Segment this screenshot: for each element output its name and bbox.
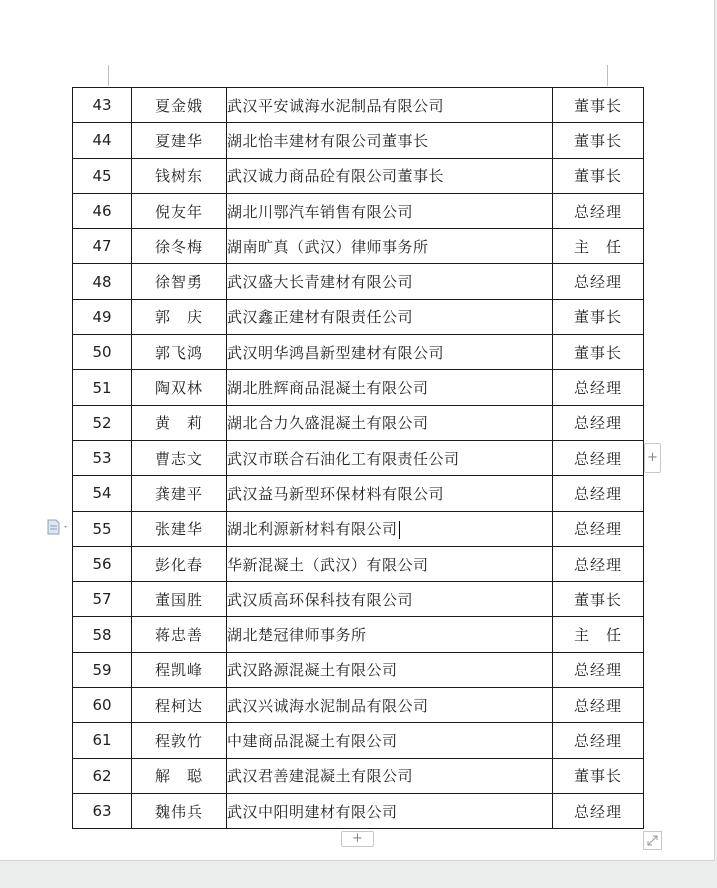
row-number: 48 xyxy=(92,272,112,291)
job-title-cell[interactable] xyxy=(553,758,644,793)
person-name-cell[interactable] xyxy=(132,546,227,581)
organization: 湖南旷真（武汉）律师事务所 xyxy=(227,237,429,256)
row-number-cell[interactable] xyxy=(73,582,132,617)
job-title: 董事长 xyxy=(573,343,622,362)
organization: 武汉市联合石油化工有限责任公司 xyxy=(227,449,460,468)
table-row xyxy=(73,264,644,299)
organization-cell[interactable] xyxy=(227,440,553,475)
organization: 武汉中阳明建材有限公司 xyxy=(227,802,398,821)
row-number-cell[interactable] xyxy=(73,123,132,158)
organization-cell[interactable] xyxy=(227,723,553,758)
organization: 华新混凝土（武汉）有限公司 xyxy=(227,555,429,574)
person-name: 徐智勇 xyxy=(154,273,203,292)
organization: 武汉诚力商品砼有限公司董事长 xyxy=(227,167,445,186)
table-row xyxy=(73,723,644,758)
table-row xyxy=(73,193,644,228)
organization: 湖北胜辉商品混凝土有限公司 xyxy=(227,379,429,398)
person-name-cell[interactable] xyxy=(132,793,227,828)
row-number: 63 xyxy=(92,802,112,821)
person-name-cell[interactable] xyxy=(132,723,227,758)
row-number-cell[interactable] xyxy=(73,793,132,828)
organization: 中建商品混凝土有限公司 xyxy=(227,731,398,750)
person-name: 曹志文 xyxy=(154,449,203,468)
person-name: 程敦竹 xyxy=(154,731,203,750)
resize-icon xyxy=(644,832,661,849)
row-number-cell[interactable] xyxy=(73,546,132,581)
person-name-cell[interactable] xyxy=(132,88,227,123)
row-number: 55 xyxy=(92,519,112,538)
table-row xyxy=(73,440,644,475)
row-number-cell[interactable] xyxy=(73,617,132,652)
row-number-cell[interactable] xyxy=(73,511,132,546)
job-title-cell[interactable] xyxy=(553,370,644,405)
person-name: 钱树东 xyxy=(154,167,203,186)
table-row xyxy=(73,758,644,793)
job-title-cell[interactable] xyxy=(553,88,644,123)
job-title-cell[interactable] xyxy=(553,617,644,652)
table-row xyxy=(73,511,644,546)
organization: 湖北川鄂汽车销售有限公司 xyxy=(227,202,414,221)
row-number-cell[interactable] xyxy=(73,688,132,723)
organization-cell[interactable] xyxy=(227,88,553,123)
job-title: 董事长 xyxy=(573,308,622,327)
person-name: 郭 庆 xyxy=(154,308,203,327)
job-title: 总经理 xyxy=(573,696,622,715)
person-name: 夏金娥 xyxy=(154,96,203,115)
person-name: 倪友年 xyxy=(154,202,203,221)
add-row-button[interactable]: + xyxy=(341,831,374,847)
job-title: 总经理 xyxy=(573,555,622,574)
job-title-cell[interactable] xyxy=(553,582,644,617)
row-number-cell[interactable] xyxy=(73,405,132,440)
row-number-cell[interactable] xyxy=(73,158,132,193)
organization: 武汉平安诚海水泥制品有限公司 xyxy=(227,96,445,115)
organization-cell[interactable] xyxy=(227,123,553,158)
row-number: 43 xyxy=(92,96,112,115)
organization-cell[interactable] xyxy=(227,370,553,405)
row-number-cell[interactable] xyxy=(73,335,132,370)
organization: 湖北利源新材料有限公司 xyxy=(227,520,398,539)
person-name-cell[interactable] xyxy=(132,335,227,370)
organization: 武汉质高环保科技有限公司 xyxy=(227,590,414,609)
job-title: 总经理 xyxy=(573,202,622,221)
document-icon[interactable] xyxy=(47,519,69,539)
person-name: 陶双林 xyxy=(154,379,203,398)
table-row xyxy=(73,370,644,405)
person-name: 龚建平 xyxy=(154,484,203,503)
person-name-cell[interactable] xyxy=(132,370,227,405)
job-title: 主 任 xyxy=(573,237,622,256)
job-title: 董事长 xyxy=(573,167,622,186)
table-row xyxy=(73,546,644,581)
organization: 湖北合力久盛混凝土有限公司 xyxy=(227,414,429,433)
organization-cell[interactable] xyxy=(227,688,553,723)
person-name-cell[interactable] xyxy=(132,123,227,158)
person-name-cell[interactable] xyxy=(132,440,227,475)
text-cursor xyxy=(399,521,400,539)
job-title-cell[interactable] xyxy=(553,229,644,264)
organization-cell[interactable] xyxy=(227,405,553,440)
row-number-cell[interactable] xyxy=(73,370,132,405)
job-title: 总经理 xyxy=(573,520,622,539)
organization: 武汉路源混凝土有限公司 xyxy=(227,661,398,680)
person-name-cell[interactable] xyxy=(132,652,227,687)
organization-cell[interactable] xyxy=(227,299,553,334)
row-number: 52 xyxy=(92,413,112,432)
table-row xyxy=(73,88,644,123)
table-row xyxy=(73,617,644,652)
row-number: 57 xyxy=(92,590,112,609)
person-name-cell[interactable] xyxy=(132,511,227,546)
organization-cell[interactable] xyxy=(227,158,553,193)
row-number: 50 xyxy=(92,343,112,362)
job-title: 总经理 xyxy=(573,273,622,292)
organization-cell[interactable] xyxy=(227,335,553,370)
row-number: 51 xyxy=(92,378,112,397)
organization-cell[interactable] xyxy=(227,229,553,264)
job-title-cell[interactable] xyxy=(553,688,644,723)
row-number: 56 xyxy=(92,555,112,573)
row-number-cell[interactable] xyxy=(73,476,132,511)
organization-cell[interactable] xyxy=(227,793,553,828)
job-title: 总经理 xyxy=(573,379,622,398)
person-name: 程柯达 xyxy=(154,696,203,715)
organization-cell[interactable] xyxy=(227,617,553,652)
job-title-cell[interactable] xyxy=(553,123,644,158)
row-number-cell[interactable] xyxy=(73,264,132,299)
job-title: 总经理 xyxy=(573,731,622,750)
row-number: 49 xyxy=(92,307,112,326)
table-row xyxy=(73,476,644,511)
job-title-cell[interactable] xyxy=(553,793,644,828)
organization: 武汉鑫正建材有限责任公司 xyxy=(227,308,414,327)
job-title-cell[interactable] xyxy=(553,440,644,475)
crop-mark-right xyxy=(607,65,608,86)
person-name: 程凯峰 xyxy=(154,661,203,680)
organization: 武汉益马新型环保材料有限公司 xyxy=(227,484,445,503)
table-row xyxy=(73,582,644,617)
crop-mark-left xyxy=(108,65,109,86)
job-title-cell[interactable] xyxy=(553,546,644,581)
job-title: 董事长 xyxy=(573,96,622,115)
row-number-cell[interactable] xyxy=(73,193,132,228)
row-number: 61 xyxy=(92,731,112,750)
table-row xyxy=(73,405,644,440)
row-number: 58 xyxy=(92,625,112,644)
organization: 湖北楚冠律师事务所 xyxy=(227,626,367,645)
add-column-button[interactable]: + xyxy=(644,443,661,473)
organization-cell[interactable] xyxy=(227,511,553,546)
row-number: 45 xyxy=(92,166,112,185)
table-row xyxy=(73,229,644,264)
table-row xyxy=(73,793,644,828)
job-title: 主 任 xyxy=(573,626,622,645)
row-number: 60 xyxy=(92,696,112,715)
table-row xyxy=(73,335,644,370)
person-name-cell[interactable] xyxy=(132,405,227,440)
table-resize-handle[interactable] xyxy=(643,831,662,850)
job-title-cell[interactable] xyxy=(553,405,644,440)
job-title: 总经理 xyxy=(573,449,622,468)
row-number: 46 xyxy=(92,202,112,221)
person-name-cell[interactable] xyxy=(132,688,227,723)
table-row xyxy=(73,123,644,158)
row-number: 62 xyxy=(92,766,112,785)
table-row xyxy=(73,652,644,687)
row-number-cell[interactable] xyxy=(73,299,132,334)
row-number: 44 xyxy=(92,131,112,150)
organization-cell[interactable] xyxy=(227,264,553,299)
row-number-cell[interactable] xyxy=(73,652,132,687)
job-title: 总经理 xyxy=(573,661,622,680)
person-name-cell[interactable] xyxy=(132,758,227,793)
job-title-cell[interactable] xyxy=(553,723,644,758)
job-title: 总经理 xyxy=(573,484,622,503)
job-title: 董事长 xyxy=(573,767,622,786)
job-title-cell[interactable] xyxy=(553,652,644,687)
person-name: 黄 莉 xyxy=(154,414,203,433)
job-title-cell[interactable] xyxy=(553,299,644,334)
person-name-cell[interactable] xyxy=(132,299,227,334)
row-number-cell[interactable] xyxy=(73,758,132,793)
person-name: 董国胜 xyxy=(154,590,203,609)
organization-cell[interactable] xyxy=(227,476,553,511)
person-name-cell[interactable] xyxy=(132,193,227,228)
person-name: 夏建华 xyxy=(154,131,203,150)
organization: 武汉君善建混凝土有限公司 xyxy=(227,767,414,786)
organization-cell[interactable] xyxy=(227,758,553,793)
organization: 武汉明华鸿昌新型建材有限公司 xyxy=(227,343,445,362)
person-name-cell[interactable] xyxy=(132,158,227,193)
job-title-cell[interactable] xyxy=(553,476,644,511)
organization: 武汉盛大长青建材有限公司 xyxy=(227,273,414,292)
job-title-cell[interactable] xyxy=(553,193,644,228)
organization-cell[interactable] xyxy=(227,652,553,687)
person-name: 徐冬梅 xyxy=(154,237,203,256)
organization-cell[interactable] xyxy=(227,193,553,228)
row-number: 54 xyxy=(92,484,112,503)
row-number-cell[interactable] xyxy=(73,229,132,264)
organization: 湖北怡丰建材有限公司董事长 xyxy=(227,131,429,150)
row-number: 47 xyxy=(92,237,112,256)
organization-cell[interactable] xyxy=(227,546,553,581)
person-name: 解 聪 xyxy=(154,767,203,786)
row-number-cell[interactable] xyxy=(73,88,132,123)
row-number-cell[interactable] xyxy=(73,440,132,475)
person-name: 张建华 xyxy=(154,520,203,539)
job-title: 董事长 xyxy=(573,131,622,150)
table-row xyxy=(73,158,644,193)
organization: 武汉兴诚海水泥制品有限公司 xyxy=(227,696,429,715)
person-name-cell[interactable] xyxy=(132,582,227,617)
job-title-cell[interactable] xyxy=(553,335,644,370)
job-title: 总经理 xyxy=(573,802,622,821)
table-row xyxy=(73,688,644,723)
person-name: 魏伟兵 xyxy=(154,802,203,821)
organization-cell[interactable] xyxy=(227,582,553,617)
row-number-cell[interactable] xyxy=(73,723,132,758)
member-table xyxy=(72,87,644,829)
table-row xyxy=(73,299,644,334)
job-title: 总经理 xyxy=(573,414,622,433)
person-name: 郭飞鸿 xyxy=(154,343,203,362)
person-name-cell[interactable] xyxy=(132,264,227,299)
person-name: 彭化春 xyxy=(154,555,203,574)
row-number: 53 xyxy=(92,449,112,468)
job-title: 董事长 xyxy=(573,590,622,609)
job-title-cell[interactable] xyxy=(553,158,644,193)
person-name-cell[interactable] xyxy=(132,617,227,652)
job-title-cell[interactable] xyxy=(553,511,644,546)
row-number: 59 xyxy=(92,660,112,679)
job-title-cell[interactable] xyxy=(553,264,644,299)
person-name: 蒋忠善 xyxy=(154,626,203,645)
person-name-cell[interactable] xyxy=(132,229,227,264)
person-name-cell[interactable] xyxy=(132,476,227,511)
